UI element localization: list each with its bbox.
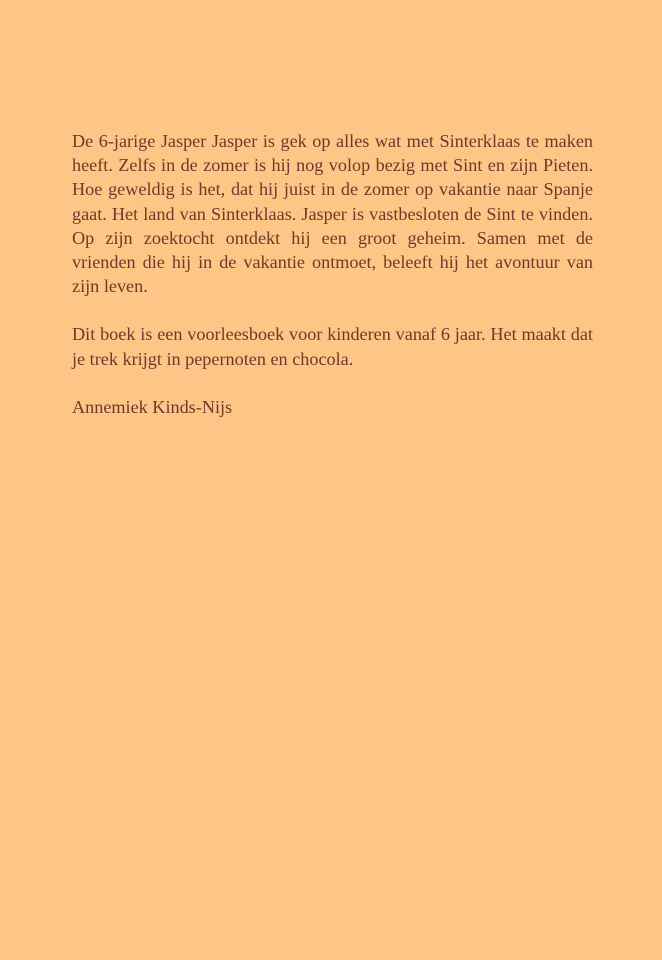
- blurb-paragraph-audience: Dit boek is een voorleesboek voor kinderen vanaf 6 jaar. Het maakt dat je trek krijgt in pepernoten en chocola.: [72, 324, 593, 369]
- author-name: Annemiek Kinds-Nijs: [72, 396, 233, 417]
- blurb-text-block: [72, 129, 593, 419]
- blurb-paragraph-story: De 6-jarige Jasper Jasper is gek op alles wat met Sinterklaas te maken heeft. Zelfs in de zomer is hij nog volop bezig met Sint en zijn Pieten. Hoe geweldig is het, dat hij juist in de zomer op vakantie naar Spanje gaat. Het land van Sinterklaas. Jasper is vastbesloten de Sint te vinden. Op zijn zoektocht ontdekt hij een groot geheim. Samen met de vrienden die hij in de vakantie ontmoet, beleeft hij het avontuur van zijn leven.: [72, 131, 593, 297]
